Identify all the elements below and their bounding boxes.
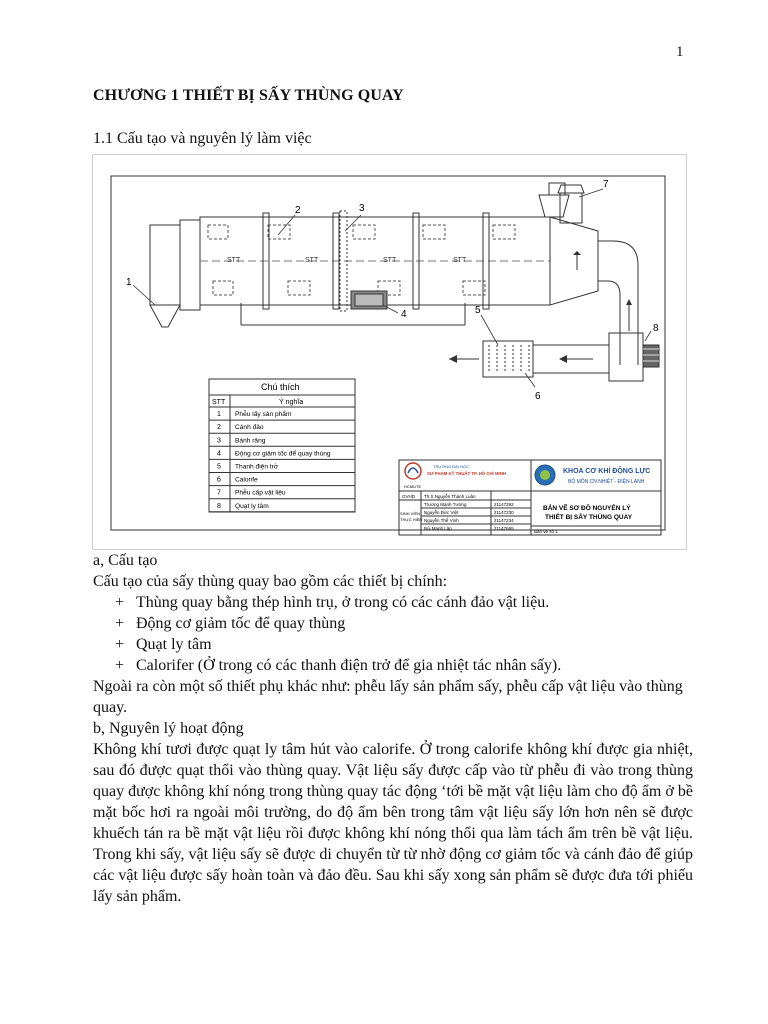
sheet-number: Bản vẽ số 1 (534, 529, 558, 534)
callout-1: 1 (126, 277, 132, 288)
member-id: 21147230 (494, 510, 514, 515)
legend-row-text: Calorife (235, 476, 258, 484)
legend-title: Chú thích (261, 382, 300, 392)
legend-row-text: Cánh đảo (235, 424, 264, 432)
centrifugal-fan-shape (609, 333, 659, 381)
bullet-item (93, 655, 693, 676)
member-id: 21147234 (494, 518, 514, 523)
legend-row-stt: 6 (217, 476, 221, 484)
legend-row-text: Thanh điện trở (235, 463, 279, 471)
bullet-text: Calorifer (Ở trong có các thanh điện trở để gia nhiệt tác nhân sấy). (136, 657, 562, 674)
callout-leaders (133, 189, 651, 387)
structure-bullets (93, 592, 693, 676)
air-duct-shape (573, 241, 638, 365)
legend-row-text: Bánh răng (235, 437, 266, 445)
legend-row-stt: 8 (217, 502, 221, 510)
member-name: Nguyễn Đức Việt (424, 510, 459, 515)
principle-paragraph: Không khí tươi được quạt ly tâm hút vào calorife. Ở trong calorife không khí được gia nhiệt, sau đó được quạt thổi vào thùng quay. Vật liệu sấy được cấp vào từ phễu đi vào trong thùng quay được không khí nóng trong thùng quay tác động ‘tới bề mặt vật liệu làm cho độ ẩm ở bề mặt bốc hơi ra ngoài môi trường, do độ ẩm bên trong tâm vật liệu sấy lớn hơn nên sẽ được khuếch tán ra bề mặt vật liệu rồi được không khí nóng thổi qua làm tách ẩm trên bề vật liệu. Trong khi sấy, vật liệu sấy sẽ được di chuyển từ từ nhờ động cơ giảm tốc và cánh đảo để giúp các vật liệu được sấy hoàn toàn và đảo đều. Sau khi sấy xong sản phẩm sẽ được đưa tới phiếu lấy sản phẩm. (93, 741, 693, 905)
gvhd-name: Th.S Nguyễn Thành Luân (424, 494, 476, 499)
dryer-schematic-drawing (93, 155, 686, 549)
legend-row-stt: 3 (217, 437, 221, 445)
university-logo (405, 463, 421, 479)
bullet-symbol: + (115, 615, 125, 632)
member-id: 21147292 (494, 502, 514, 507)
callout-3: 3 (359, 203, 365, 214)
svg-text:STT: STT (227, 257, 241, 264)
department-name: BỘ MÔN CN NHIỆT - ĐIỆN LẠNH (568, 479, 645, 485)
callout-7: 7 (603, 179, 609, 190)
bullet-text: Thùng quay bằng thép hình trụ, ở trong có các cánh đảo vật liệu. (136, 594, 550, 611)
structure-extra: Ngoài ra còn một số thiết phụ khác như: phễu lấy sản phẩm sấy, phễu cấp vật liệu vào thùng quay. (93, 678, 683, 716)
members-label-2: THỰC HIỆN (400, 517, 423, 522)
body-text (93, 550, 693, 907)
bullet-symbol: + (115, 594, 125, 611)
bullet-symbol: + (115, 657, 125, 674)
legend-row-text: Phễu lấy sản phẩm (235, 411, 292, 419)
gvhd-label: GVHD (402, 494, 416, 499)
bullet-text: Động cơ giảm tốc để quay thùng (136, 615, 346, 632)
legend-row-text: Động cơ giảm tốc để quay thùng (235, 450, 331, 458)
callout-4: 4 (401, 309, 407, 320)
bullet-symbol: + (115, 636, 125, 653)
calorifer-shape (449, 341, 609, 377)
legend-row-stt: 2 (217, 424, 221, 432)
legend-row-stt: 7 (217, 489, 221, 497)
legend-row-text: Phễu cấp vật liệu (235, 489, 286, 497)
school-line2: SƯ PHẠM KỸ THUẬT TP. HỒ CHÍ MINH (427, 471, 506, 476)
callout-6: 6 (535, 391, 541, 402)
legend-row-stt: 4 (217, 450, 221, 458)
bullet-item (93, 613, 693, 634)
member-name: Trương Mạnh Tường (424, 502, 467, 507)
legend-table (209, 379, 355, 512)
bullet-item (93, 634, 693, 655)
page-number: 1 (676, 44, 684, 60)
bullet-text: Quạt ly tâm (136, 636, 212, 653)
member-name: Nguyễn Thế Vinh (424, 518, 459, 523)
legend-col-stt: STT (212, 399, 226, 406)
principle-heading: b, Nguyên lý hoạt động (93, 720, 244, 737)
product-hopper-shape (150, 220, 200, 327)
svg-text:STT: STT (453, 257, 467, 264)
callout-2: 2 (295, 205, 301, 216)
title-block (399, 460, 661, 535)
member-name: Bùi Mạnh Lập (424, 526, 452, 531)
faculty-name: KHOA CƠ KHÍ ĐỘNG LỰC (563, 468, 651, 475)
legend-row-stt: 1 (217, 411, 221, 419)
structure-heading: a, Cấu tạo (93, 552, 158, 569)
school-line1: TRƯỜNG ĐẠI HỌC (433, 464, 469, 469)
structure-intro: Cấu tạo của sấy thùng quay bao gồm các thiết bị chính: (93, 573, 448, 590)
section-title: 1.1 Cấu tạo và nguyên lý làm việc (93, 130, 312, 147)
svg-text:STT: STT (383, 257, 397, 264)
callout-8: 8 (653, 323, 659, 334)
bullet-item (93, 592, 693, 613)
school-motto: HCMUTE (404, 484, 422, 489)
drum-head-shape (539, 183, 598, 305)
member-id: 21147665 (494, 526, 514, 531)
faculty-logo (535, 465, 555, 485)
legend-row-stt: 5 (217, 463, 221, 471)
drawing-title-1: BẢN VẼ SƠ ĐỒ NGUYÊN LÝ (543, 505, 631, 512)
drawing-title-2: THIẾT BỊ SẤY THÙNG QUAY (545, 514, 633, 521)
callout-5: 5 (475, 305, 481, 316)
svg-text:STT: STT (305, 257, 319, 264)
dryer-schematic-figure (92, 154, 687, 550)
chapter-title: CHƯƠNG 1 THIẾT BỊ SẤY THÙNG QUAY (93, 87, 404, 104)
members-label-1: SINH VIÊN (400, 511, 421, 516)
legend-col-meaning: Ý nghĩa (279, 399, 304, 406)
gear-motor-shape (351, 291, 387, 309)
legend-row-text: Quạt ly tâm (235, 502, 269, 510)
